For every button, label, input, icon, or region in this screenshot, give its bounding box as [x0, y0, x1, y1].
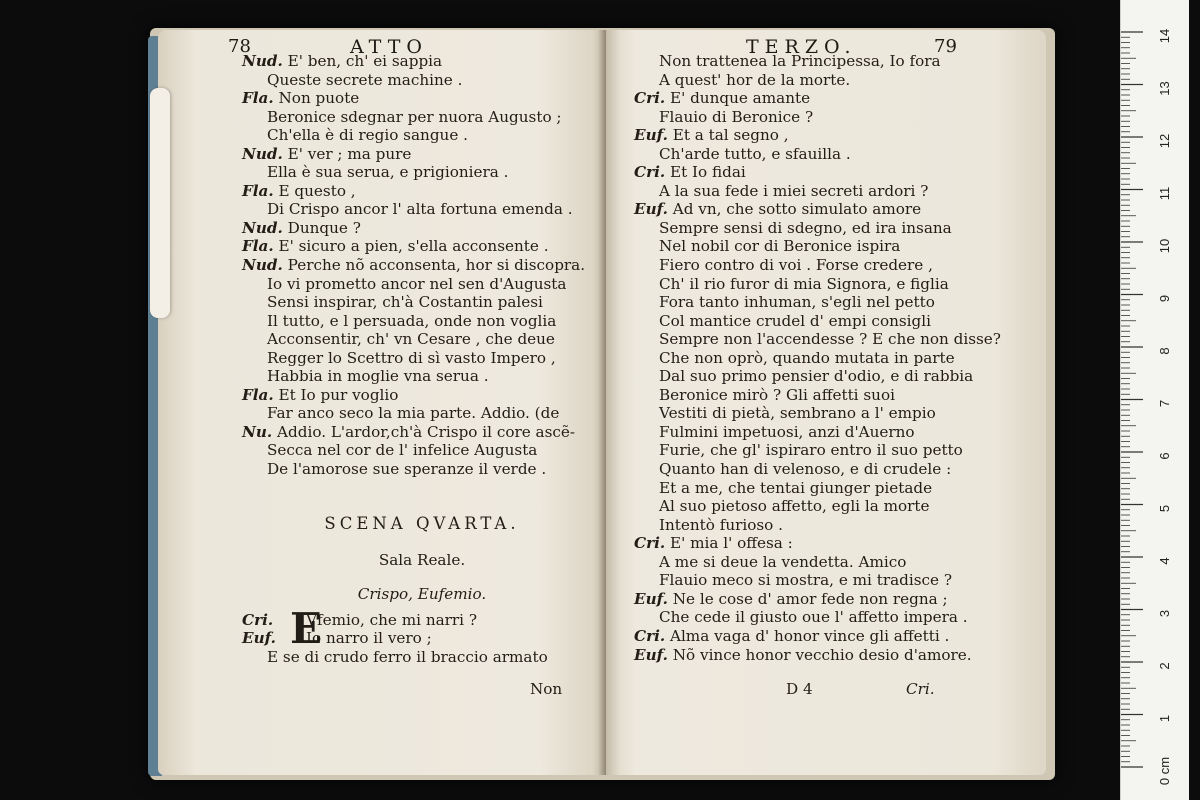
verse-text: Furie, che gl' ispiraro entro il suo petto: [659, 441, 963, 460]
verse-text: Queste secrete machine .: [267, 70, 463, 89]
ruler-label: 7: [1157, 399, 1172, 408]
verse-line: [634, 441, 1044, 460]
verse-text: Perche nõ acconsenta, hor si discopra.: [287, 256, 586, 275]
verse-line: [242, 52, 602, 71]
verse-text: Io narro il vero ;: [306, 629, 432, 648]
verse-text: Di Crispo ancor l' alta fortuna emenda .: [267, 200, 573, 219]
verse-line: [242, 611, 602, 630]
verse-text: Vfemio, che mi narri ?: [306, 610, 478, 629]
left-page-number: 78: [228, 36, 251, 57]
verse-text: Sempre non l'accendesse ? E che non disse?: [659, 330, 1001, 349]
verse-text: Ad vn, che sotto simulato amore: [672, 200, 922, 219]
verse-line: [634, 330, 1044, 349]
speaker-label: Nud.: [242, 218, 283, 237]
verse-text: Non puote: [278, 89, 360, 108]
ruler-label: 9: [1157, 294, 1172, 303]
verse-text: A me si deue la vendetta. Amico: [659, 552, 907, 571]
verse-text: E' ver ; ma pure: [287, 144, 412, 163]
ruler-label: 3: [1157, 609, 1172, 618]
verse-text: Fiero contro di voi . Forse credere ,: [659, 256, 933, 275]
speaker-label: Nud.: [242, 52, 283, 70]
speaker-label: Cri.: [634, 163, 666, 182]
verse-text: Ch'ella è di regio sangue .: [267, 126, 468, 145]
verse-line: [634, 404, 1044, 423]
verse-line: [634, 89, 1044, 108]
verse-text: Acconsentir, ch' vn Cesare , che deue: [267, 330, 555, 349]
verse-line: [242, 293, 602, 312]
verse-text: Che cede il giusto oue l' affetto impera .: [659, 608, 968, 627]
verse-line: [634, 71, 1044, 90]
speaker-label: Euf.: [242, 629, 276, 648]
ruler-label: 0 cm: [1157, 756, 1172, 786]
verse-line: [242, 237, 602, 256]
verse-text: Habbia in moglie vna serua .: [267, 367, 489, 386]
verse-text: E' ben, ch' ei sappia: [287, 52, 443, 70]
verse-line: [634, 646, 1044, 665]
right-head-word: TERZO.: [746, 36, 857, 58]
speaker-label: Nud.: [242, 256, 283, 275]
verse-line: [634, 237, 1044, 256]
speaker-label: Nud.: [242, 144, 283, 163]
verse-text: Sensi inspirar, ch'à Costantin palesi: [267, 293, 543, 312]
verse-line: [242, 108, 602, 127]
verse-text: Et a tal segno ,: [672, 126, 789, 145]
verse-line: [242, 126, 602, 145]
ruler-label: 10: [1157, 238, 1172, 254]
verse-text: Flauio meco si mostra, e mi tradisce ?: [659, 571, 952, 590]
verse-text: Alma vaga d' honor vince gli affetti .: [669, 626, 950, 645]
verse-line: [634, 256, 1044, 275]
verse-text: Addio. L'ardor,ch'à Crispo il core ascẽ-: [277, 422, 576, 441]
speaker-label: Cri.: [634, 89, 666, 108]
verse-line: [242, 89, 602, 108]
verse-line: [634, 182, 1044, 201]
verse-line: [242, 275, 602, 294]
ruler-scale: [1121, 0, 1189, 800]
speaker-label: Fla.: [242, 89, 274, 108]
verse-line: [634, 349, 1044, 368]
ruler-label: 2: [1157, 662, 1172, 670]
left-catchword: Non: [530, 680, 563, 698]
scene-opening: [242, 603, 602, 667]
speaker-label: Cri.: [634, 626, 666, 645]
verse-line: [634, 386, 1044, 405]
verse-line: [634, 553, 1044, 572]
speaker-label: Fla.: [242, 385, 274, 404]
verse-text: Et Io fidai: [669, 163, 746, 182]
verse-line: [634, 516, 1044, 535]
verse-line: [634, 52, 1044, 71]
verse-text: Dunque ?: [287, 218, 361, 237]
verse-line: [634, 126, 1044, 145]
verse-line: [242, 256, 602, 275]
verse-line: [634, 590, 1044, 609]
verse-text: Ne le cose d' amor fede non regna ;: [672, 589, 948, 608]
verse-line: [634, 200, 1044, 219]
verse-line: [634, 571, 1044, 590]
verse-text: Dal suo primo pensier d'odio, e di rabbia: [659, 367, 974, 386]
verse-line: [242, 423, 602, 442]
verse-text: Regger lo Scettro di sì vasto Impero ,: [267, 348, 556, 367]
verse-line: [242, 200, 602, 219]
verse-line: [242, 349, 602, 368]
verse-text: Quanto han di velenoso, e di crudele :: [659, 460, 952, 479]
ruler-label: 1: [1157, 714, 1172, 723]
signature-mark: D 4: [786, 680, 813, 698]
right-text-block: [634, 52, 1044, 664]
ruler-label: 14: [1157, 28, 1172, 44]
verse-text: Fora tanto inhuman, s'egli nel petto: [659, 293, 935, 312]
verse-text: E' mia l' offesa :: [669, 534, 793, 553]
verse-line: [634, 108, 1044, 127]
verse-text: Vestiti di pietà, sembrano a l' empio: [659, 404, 936, 423]
verse-text: E' dunque amante: [669, 89, 811, 108]
verse-line: [634, 608, 1044, 627]
ruler-label: 13: [1157, 81, 1172, 96]
verse-line: [634, 534, 1044, 553]
verse-line: [242, 629, 602, 648]
verse-text: Intentò furioso .: [659, 515, 783, 534]
scene-place: Sala Reale.: [378, 550, 466, 569]
verse-text: Sempre sensi di sdegno, ed ira insana: [659, 218, 952, 237]
scene-title: SCENA QVARTA.: [324, 513, 520, 533]
verse-line: [634, 145, 1044, 164]
speaker-label: Euf.: [634, 126, 668, 145]
verse-text: Far anco seco la mia parte. Addio. (de: [267, 404, 560, 423]
verse-line: [242, 219, 602, 238]
right-page: [606, 30, 1046, 775]
ruler-label: 11: [1157, 186, 1172, 201]
verse-line: [634, 163, 1044, 182]
ruler-label: 5: [1157, 504, 1172, 513]
verse-text: E questo ,: [278, 181, 356, 200]
speaker-label: Euf.: [634, 589, 668, 608]
verse-line: [242, 460, 602, 479]
ruler-label: 8: [1157, 347, 1172, 355]
verse-text: De l'amorose sue speranze il verde .: [267, 460, 547, 479]
verse-line: [634, 460, 1044, 479]
verse-line: [634, 627, 1044, 646]
verse-text: Et Io pur voglio: [278, 385, 399, 404]
verse-text: Beronice sdegnar per nuora Augusto ;: [267, 107, 562, 126]
verse-line: [242, 441, 602, 460]
verse-text: A la sua fede i miei secreti ardori ?: [659, 181, 929, 200]
verse-line: [634, 312, 1044, 331]
verse-line: [634, 497, 1044, 516]
verse-text: Ch'arde tutto, e sfauilla .: [659, 144, 851, 163]
measuring-ruler: [1120, 0, 1189, 800]
verse-text: Fulmini impetuosi, anzi d'Auerno: [659, 422, 915, 441]
verse-text: Flauio di Beronice ?: [659, 107, 814, 126]
speaker-label: Euf.: [634, 645, 668, 664]
verse-text: Al suo pietoso affetto, egli la morte: [659, 497, 930, 516]
verse-text: E' sicuro a pien, s'ella acconsente .: [278, 237, 549, 256]
speaker-label: Euf.: [634, 200, 668, 219]
verse-line: [634, 293, 1044, 312]
speaker-label: Cri.: [242, 610, 274, 629]
verse-line: [634, 479, 1044, 498]
verse-text: Ch' il rio furor di mia Signora, e figlia: [659, 274, 949, 293]
verse-line: [634, 423, 1044, 442]
speaker-label: Fla.: [242, 181, 274, 200]
verse-text: Che non oprò, quando mutata in parte: [659, 348, 955, 367]
left-head-word: ATTO: [350, 36, 428, 58]
torn-page-edge: [150, 88, 170, 318]
verse-line: [634, 275, 1044, 294]
verse-text: E se di crudo ferro il braccio armato: [267, 647, 548, 666]
verse-line: [634, 367, 1044, 386]
verse-text: Io vi prometto ancor nel sen d'Augusta: [267, 274, 567, 293]
verse-text: Et a me, che tentai giunger pietade: [659, 478, 933, 497]
left-text-block: [242, 52, 602, 666]
verse-text: Beronice mirò ? Gli affetti suoi: [659, 385, 895, 404]
verse-text: Col mantice crudel d' empi consigli: [659, 311, 931, 330]
verse-line: [242, 182, 602, 201]
right-page-number: 79: [934, 36, 957, 57]
verse-line: [242, 330, 602, 349]
verse-line: [242, 163, 602, 182]
verse-text: Secca nel cor de l' infelice Augusta: [267, 441, 538, 460]
verse-line: [634, 219, 1044, 238]
verse-line: [242, 404, 602, 423]
drop-capital: E: [290, 603, 323, 653]
verse-text: Il tutto, e l persuada, onde non voglia: [267, 311, 557, 330]
verse-text: Nel nobil cor di Beronice ispira: [659, 237, 901, 256]
spacer: [242, 479, 602, 505]
right-catchword: Cri.: [906, 680, 935, 698]
speaker-label: Fla.: [242, 237, 274, 256]
ruler-label: 6: [1157, 452, 1172, 460]
verse-line: [242, 145, 602, 164]
ruler-label: 12: [1157, 133, 1172, 149]
verse-text: Nõ vince honor vecchio desio d'amore.: [672, 645, 972, 664]
verse-line: [242, 386, 602, 405]
scene-characters: Crispo, Eufemio.: [357, 584, 487, 603]
verse-line: [242, 312, 602, 331]
verse-text: Non trattenea la Principessa, Io fora: [659, 52, 941, 70]
verse-text: A quest' hor de la morte.: [659, 70, 851, 89]
ruler-label: 4: [1157, 557, 1172, 565]
verse-line: [242, 648, 602, 667]
verse-line: [242, 367, 602, 386]
verse-line: [242, 71, 602, 90]
left-page: [158, 30, 606, 775]
speaker-label: Nu.: [242, 422, 273, 441]
verse-text: Ella è sua serua, e prigioniera .: [267, 163, 509, 182]
speaker-label: Cri.: [634, 534, 666, 553]
